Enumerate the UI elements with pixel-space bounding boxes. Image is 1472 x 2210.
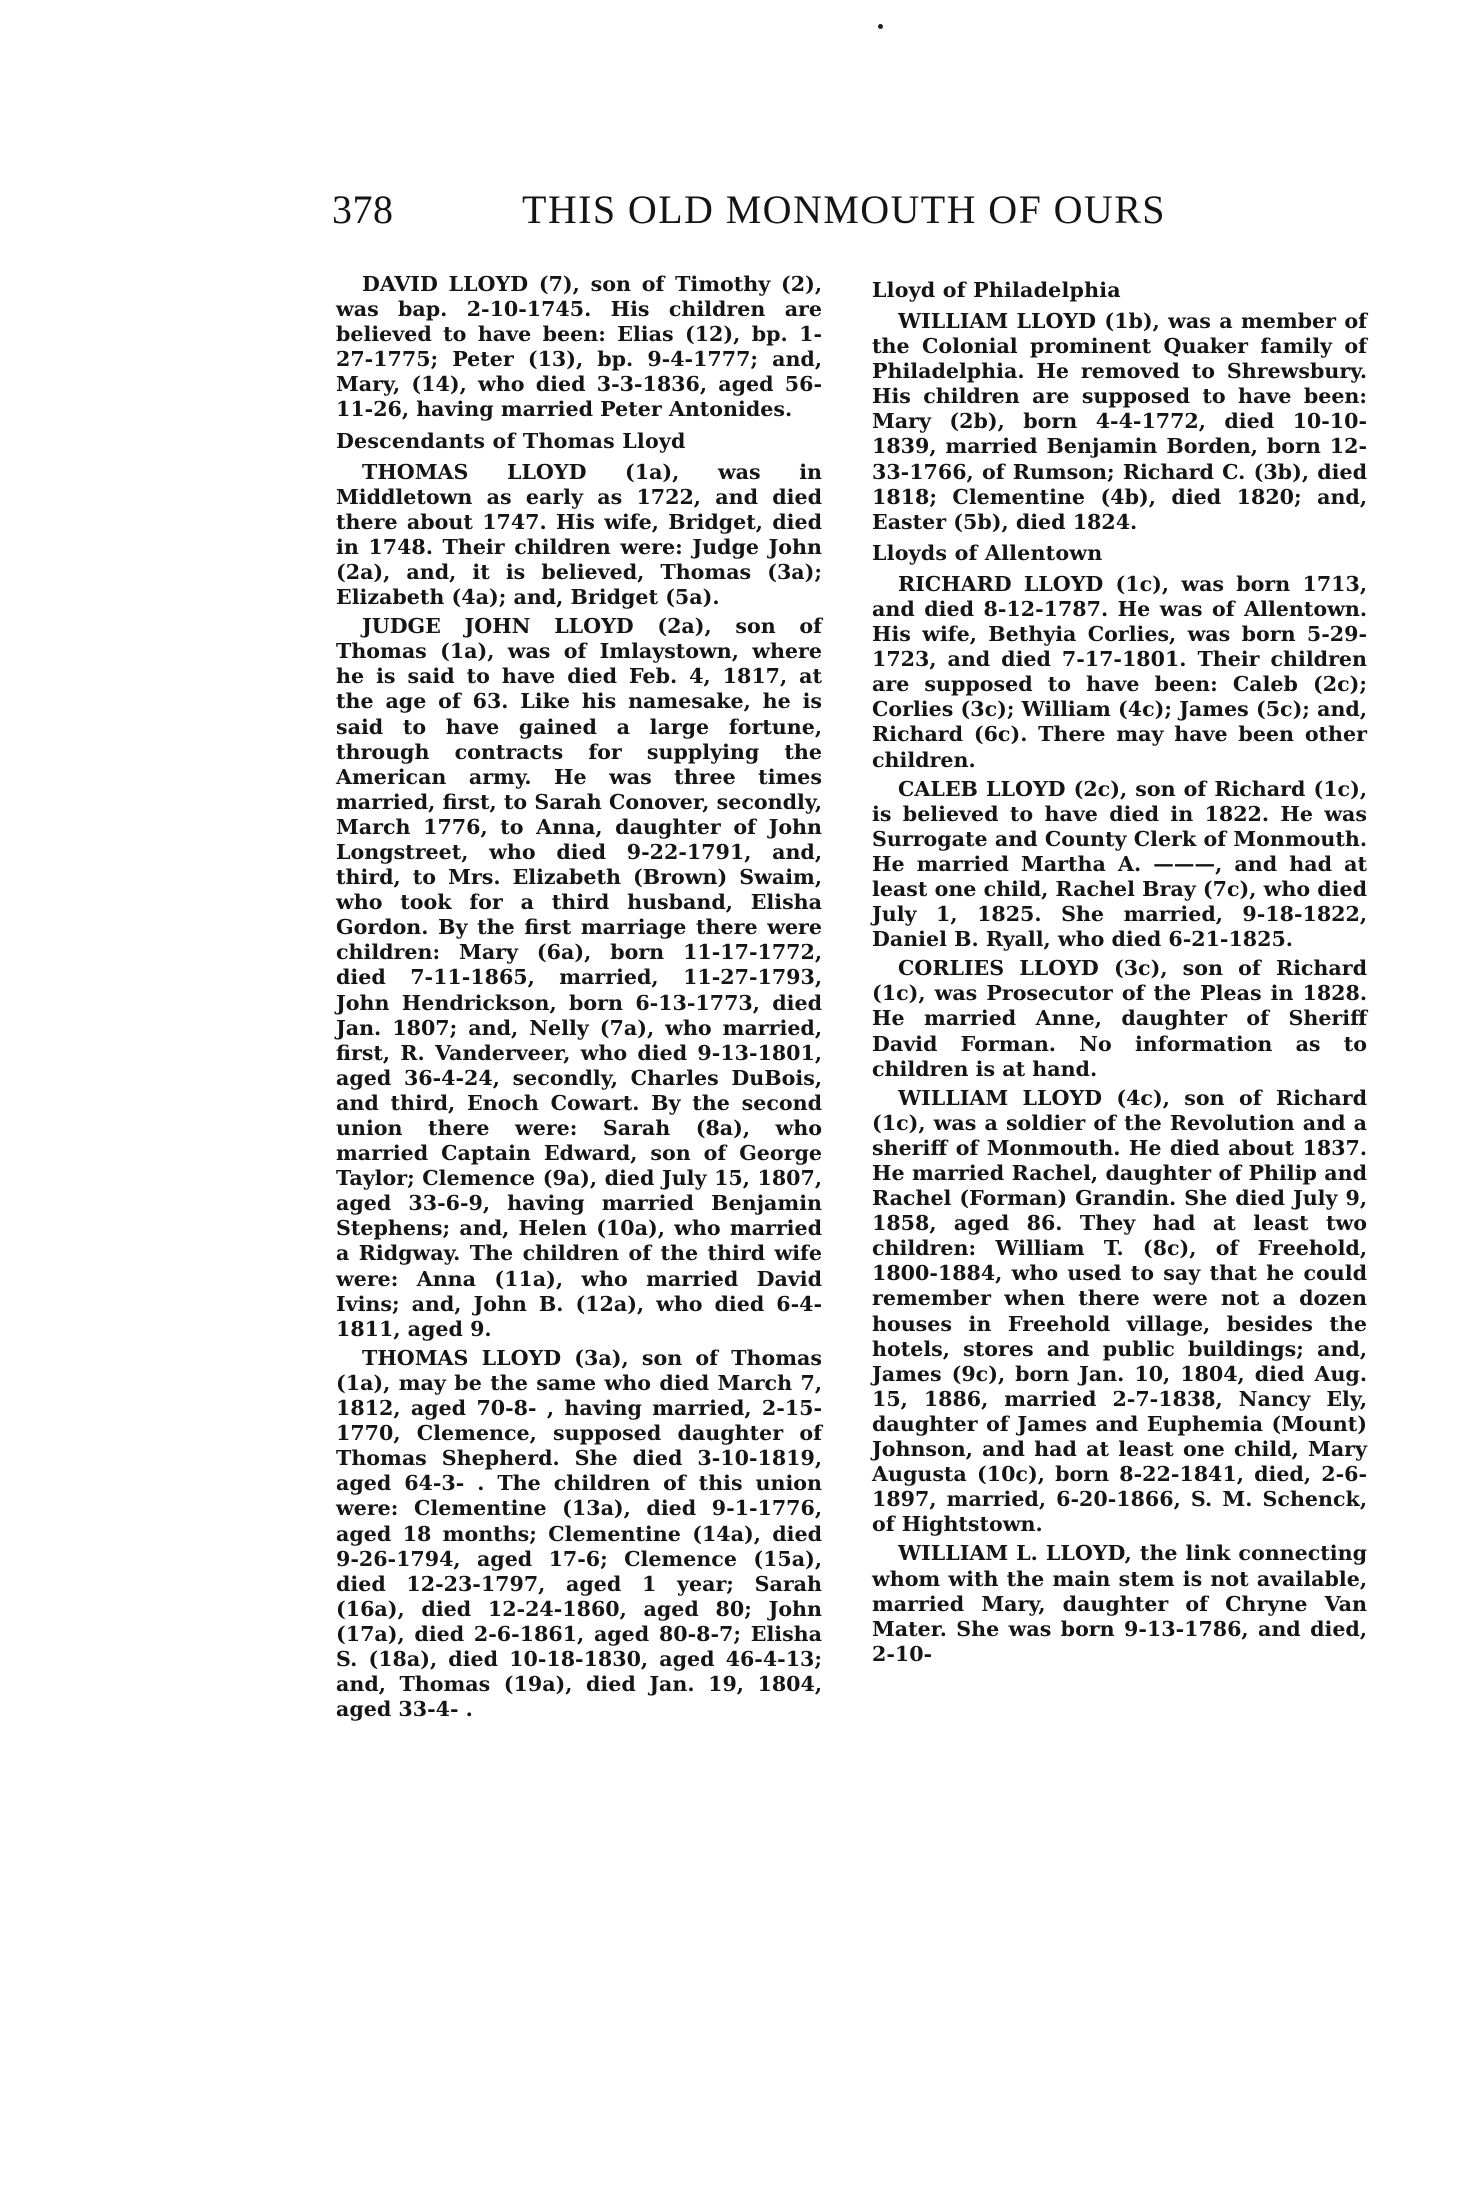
entry-corlies-lloyd: CORLIES LLOYD (3c), son of Richard (1c), was Prosecutor of the Pleas in 1828. He married Anne, daughter of Sheriff David Forman. No information as to children is at hand.	[872, 956, 1367, 1081]
page-number: 378	[332, 187, 394, 232]
section-heading-philadelphia: Lloyd of Philadelphia	[872, 278, 1121, 302]
entry-caleb-lloyd: CALEB LLOYD (2c), son of Richard (1c), is believed to have died in 1822. He was Surrogate and County Clerk of Monmouth. He married Martha A. ———, and had at least one child, Rachel Bray (7c), who died July 1, 1825. She married, 9-18-1822, Daniel B. Ryall, who died 6-21-1825.	[872, 776, 1367, 952]
entry-david-lloyd: DAVID LLOYD (7), son of Timothy (2), was bap. 2-10-1745. His children are believed to have been: Elias (12), bp. 1-27-1775; Peter (13), bp. 9-4-1777; and, Mary, (14), who died 3-3-1836, aged 56-11-26, having married Peter Antonides.	[336, 272, 822, 422]
entry-thomas-lloyd-3a: THOMAS LLOYD (3a), son of Thomas (1a), may be the same who died March 7, 1812, aged 70-8- , having married, 2-15-1770, Clemence, supposed daughter of Thomas Shepherd. She died 3-10-1819, aged 64-3- . The children of this union were: Clementine (13a), died 9-1-1776, aged 18 months; Clementine (14a), died 9-26-1794, aged 17-6; Clemence (15a), died 12-23-1797, aged 1 year; Sarah (16a), died 12-24-1860, aged 80; John (17a), died 2-6-1861, aged 80-8-7; Elisha S. (18a), died 10-18-1830, aged 46-4-13; and, Thomas (19a), died Jan. 19, 1804, aged 33-4- .	[336, 1345, 822, 1722]
right-column	[872, 272, 1367, 1667]
entry-william-lloyd-4c: WILLIAM LLOYD (4c), son of Richard (1c), was a soldier of the Revolution and a sheriff of Monmouth. He died about 1837. He married Rachel, daughter of Philip and Rachel (Forman) Grandin. She died July 9, 1858, aged 86. They had at least two children: William T. (8c), of Freehold, 1800-1884, who used to say that he could remember when there were not a dozen houses in Freehold village, besides the hotels, stores and public buildings; and, James (9c), born Jan. 10, 1804, died Aug. 15, 1886, married 2-7-1838, Nancy Ely, daughter of James and Euphemia (Mount) Johnson, and had at least one child, Mary Augusta (10c), born 8-22-1841, died, 2-6-1897, married, 6-20-1866, S. M. Schenck, of Hightstown.	[872, 1085, 1367, 1537]
entry-thomas-lloyd-1a: THOMAS LLOYD (1a), was in Middletown as early as 1722, and died there about 1747. His wife, Bridget, died in 1748. Their children were: Judge John (2a), and, it is believed, Thomas (3a); Elizabeth (4a); and, Bridget (5a).	[336, 459, 822, 610]
entry-judge-john-lloyd: JUDGE JOHN LLOYD (2a), son of Thomas (1a), was of Imlaystown, where he is said to have died Feb. 4, 1817, at the age of 63. Like his namesake, he is said to have gained a large fortune, through contracts for supplying the American army. He was three times married, first, to Sarah Conover, secondly, March 1776, to Anna, daughter of John Longstreet, who died 9-22-1791, and, third, to Mrs. Elizabeth (Brown) Swaim, who took for a third husband, Elisha Gordon. By the first marriage there were children: Mary (6a), born 11-17-1772, died 7-11-1865, married, 11-27-1793, John Hendrickson, born 6-13-1773, died Jan. 1807; and, Nelly (7a), who married, first, R. Vanderveer, who died 9-13-1801, aged 36-4-24, secondly, Charles DuBois, and third, Enoch Cowart. By the second union there were: Sarah (8a), who married Captain Edward, son of George Taylor; Clemence (9a), died July 15, 1807, aged 33-6-9, having married Benjamin Stephens; and, Helen (10a), who married a Ridgway. The children of the third wife were: Anna (11a), who married David Ivins; and, John B. (12a), who died 6-4-1811, aged 9.	[336, 614, 822, 1341]
left-column	[336, 272, 822, 1722]
entry-richard-lloyd-1c: RICHARD LLOYD (1c), was born 1713, and died 8-12-1787. He was of Allentown. His wife, Bethyia Corlies, was born 5-29-1723, and died 7-17-1801. Their children are supposed to have been: Caleb (2c); Corlies (3c); William (4c); James (5c); and, Richard (6c). There may have been other children.	[872, 571, 1367, 772]
page-header	[332, 185, 1182, 235]
entry-william-l-lloyd: WILLIAM L. LLOYD, the link connecting whom with the main stem is not available, married Mary, daughter of Chryne Van Mater. She was born 9-13-1786, and died, 2-10-	[872, 1541, 1367, 1666]
running-title: THIS OLD MONMOUTH OF OURS	[522, 187, 1166, 232]
section-heading-allentown: Lloyds of Allentown	[872, 540, 1103, 565]
entry-william-lloyd-1b: WILLIAM LLOYD (1b), was a member of the Colonial prominent Quaker family of Philadelphia. He removed to Shrewsbury. His children are supposed to have been: Mary (2b), born 4-4-1772, died 10-10-1839, married Benjamin Borden, born 12-33-1766, of Rumson; Richard C. (3b), died 1818; Clementine (4b), died 1820; and, Easter (5b), died 1824.	[872, 309, 1367, 534]
section-heading-thomas-lloyd: Descendants of Thomas Lloyd	[336, 428, 686, 453]
scan-speck	[878, 24, 883, 29]
